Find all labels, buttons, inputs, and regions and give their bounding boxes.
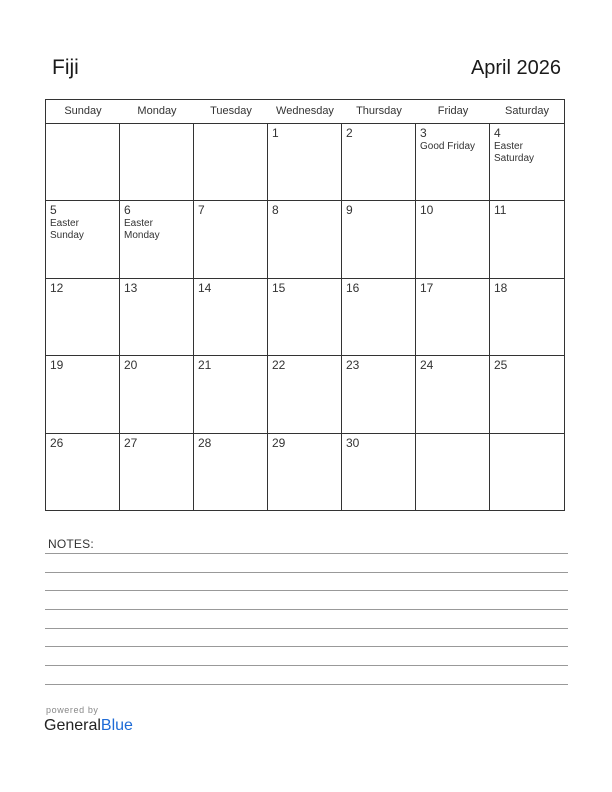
day-number: 28	[198, 435, 212, 450]
calendar-grid	[45, 99, 565, 511]
day-cell	[120, 434, 194, 511]
weekday-monday: Monday	[137, 105, 177, 117]
day-number: 27	[124, 435, 138, 450]
weekday-header-row	[46, 100, 564, 124]
day-cell	[194, 434, 268, 511]
note-line	[45, 609, 568, 610]
day-cell	[46, 201, 120, 278]
day-cell	[268, 279, 342, 356]
day-cell	[490, 201, 564, 278]
country-title: Fiji	[52, 56, 79, 79]
holiday-label: Easter Sunday	[50, 218, 84, 242]
holiday-label: Good Friday	[420, 141, 476, 152]
note-line	[45, 646, 568, 647]
day-number: 18	[494, 280, 508, 295]
brand-name-blue: Blue	[100, 717, 133, 734]
weekday-saturday: Saturday	[504, 105, 550, 117]
day-cell	[490, 434, 564, 511]
weekday-thursday: Thursday	[356, 105, 402, 117]
day-number: 4	[494, 126, 501, 140]
day-number: 8	[272, 203, 279, 218]
note-line	[45, 553, 568, 554]
day-number: 20	[124, 358, 138, 373]
day-cell	[120, 356, 194, 433]
day-cell	[342, 279, 416, 356]
note-line	[45, 572, 568, 573]
day-number: 3	[420, 126, 427, 140]
day-number: 5	[50, 203, 57, 218]
day-cell	[342, 201, 416, 278]
weekday-wednesday: Wednesday	[276, 105, 334, 117]
day-number: 23	[346, 358, 360, 373]
day-cell	[342, 434, 416, 511]
day-cell	[416, 124, 490, 201]
day-number: 17	[420, 280, 434, 295]
day-cell	[194, 124, 268, 201]
day-cell	[416, 279, 490, 356]
day-number: 21	[198, 358, 212, 373]
day-cell	[490, 356, 564, 433]
day-cell	[268, 356, 342, 433]
holiday-label: Easter Saturday	[494, 141, 535, 164]
day-number: 9	[346, 203, 353, 218]
powered-by-text: powered by	[46, 705, 99, 715]
day-number: 26	[50, 435, 64, 450]
day-number: 2	[346, 126, 353, 140]
day-cell	[416, 434, 490, 511]
day-cell	[46, 279, 120, 356]
day-number: 12	[50, 280, 64, 295]
day-cell	[46, 434, 120, 511]
day-number: 15	[272, 280, 286, 295]
day-number: 6	[124, 203, 131, 218]
day-number: 24	[420, 358, 434, 373]
day-cell	[46, 356, 120, 433]
day-number: 11	[494, 203, 507, 218]
day-cell	[194, 201, 268, 278]
weekday-tuesday: Tuesday	[210, 105, 252, 117]
day-cell	[416, 201, 490, 278]
day-cell	[120, 201, 194, 278]
day-cell	[342, 124, 416, 201]
month-year-title: April 2026	[470, 57, 561, 79]
day-number: 25	[494, 358, 508, 373]
note-line	[45, 590, 568, 591]
note-line	[45, 665, 568, 666]
day-number: 14	[198, 280, 212, 295]
weekday-sunday: Sunday	[64, 105, 102, 117]
day-cell	[268, 124, 342, 201]
notes-label: NOTES:	[48, 537, 94, 551]
day-grid	[46, 124, 564, 511]
day-number: 13	[124, 280, 138, 295]
day-cell	[342, 356, 416, 433]
day-cell	[120, 279, 194, 356]
day-cell	[490, 124, 564, 201]
note-line	[45, 684, 568, 685]
day-cell	[194, 356, 268, 433]
note-line	[45, 628, 568, 629]
day-number: 10	[420, 203, 434, 218]
day-cell	[268, 434, 342, 511]
day-cell	[416, 356, 490, 433]
brand-logo[interactable]	[44, 717, 133, 735]
brand-name-general: General	[44, 717, 101, 734]
day-cell	[194, 279, 268, 356]
day-number: 19	[50, 358, 64, 373]
day-cell	[268, 201, 342, 278]
holiday-label: Easter Monday	[124, 218, 160, 242]
day-cell	[120, 124, 194, 201]
day-number: 7	[198, 203, 205, 218]
day-number: 29	[272, 435, 286, 450]
day-number: 16	[346, 280, 360, 295]
day-number: 30	[346, 435, 360, 450]
day-number: 1	[272, 126, 279, 140]
weekday-friday: Friday	[437, 105, 469, 117]
day-number: 22	[272, 358, 286, 373]
day-cell	[46, 124, 120, 201]
day-cell	[490, 279, 564, 356]
